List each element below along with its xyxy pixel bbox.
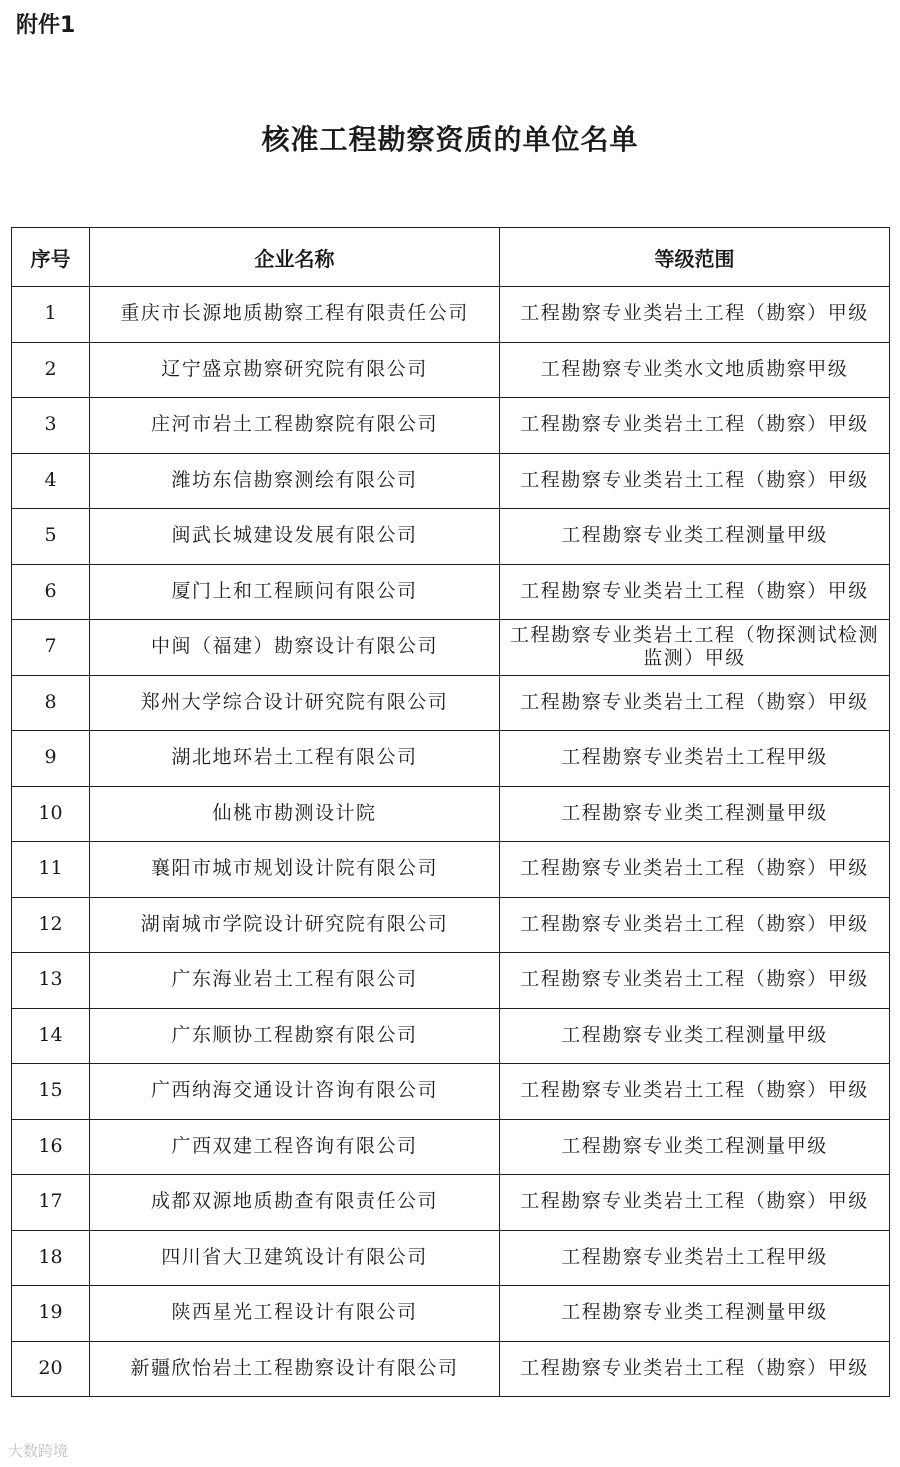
cell-company-name: 广东海业岩土工程有限公司 — [90, 953, 500, 1009]
cell-grade-scope: 工程勘察专业类水文地质勘察甲级 — [500, 342, 890, 398]
cell-company-name: 郑州大学综合设计研究院有限公司 — [90, 675, 500, 731]
cell-grade-scope: 工程勘察专业类工程测量甲级 — [500, 1119, 890, 1175]
table-row — [12, 897, 890, 953]
table-row — [12, 398, 890, 454]
cell-company-name: 重庆市长源地质勘察工程有限责任公司 — [90, 287, 500, 343]
cell-grade-scope: 工程勘察专业类岩土工程（勘察）甲级 — [500, 842, 890, 898]
table-row — [12, 564, 890, 620]
cell-grade-scope: 工程勘察专业类岩土工程（勘察）甲级 — [500, 453, 890, 509]
cell-grade-scope: 工程勘察专业类岩土工程甲级 — [500, 731, 890, 787]
cell-grade-scope: 工程勘察专业类工程测量甲级 — [500, 509, 890, 565]
cell-serial-number: 10 — [12, 786, 90, 842]
cell-serial-number: 16 — [12, 1119, 90, 1175]
cell-grade-scope: 工程勘察专业类岩土工程（勘察）甲级 — [500, 564, 890, 620]
cell-grade-scope: 工程勘察专业类岩土工程（物探测试检测监测）甲级 — [500, 620, 890, 676]
cell-serial-number: 13 — [12, 953, 90, 1009]
header-grade-scope: 等级范围 — [500, 228, 890, 287]
cell-serial-number: 9 — [12, 731, 90, 787]
cell-serial-number: 4 — [12, 453, 90, 509]
cell-grade-scope: 工程勘察专业类岩土工程（勘察）甲级 — [500, 1175, 890, 1231]
table-row — [12, 731, 890, 787]
table-row — [12, 1341, 890, 1397]
cell-serial-number: 2 — [12, 342, 90, 398]
cell-company-name: 辽宁盛京勘察研究院有限公司 — [90, 342, 500, 398]
table-row — [12, 1119, 890, 1175]
cell-company-name: 广西双建工程咨询有限公司 — [90, 1119, 500, 1175]
cell-company-name: 闽武长城建设发展有限公司 — [90, 509, 500, 565]
cell-grade-scope: 工程勘察专业类岩土工程（勘察）甲级 — [500, 897, 890, 953]
table-row — [12, 842, 890, 898]
table-header-row — [12, 228, 890, 287]
cell-grade-scope: 工程勘察专业类岩土工程（勘察）甲级 — [500, 675, 890, 731]
cell-company-name: 陕西星光工程设计有限公司 — [90, 1286, 500, 1342]
cell-company-name: 湖北地环岩土工程有限公司 — [90, 731, 500, 787]
cell-grade-scope: 工程勘察专业类工程测量甲级 — [500, 1008, 890, 1064]
table-row — [12, 453, 890, 509]
cell-serial-number: 18 — [12, 1230, 90, 1286]
cell-company-name: 中闽（福建）勘察设计有限公司 — [90, 620, 500, 676]
cell-company-name: 厦门上和工程顾问有限公司 — [90, 564, 500, 620]
table-row — [12, 1286, 890, 1342]
table-row — [12, 1230, 890, 1286]
cell-serial-number: 12 — [12, 897, 90, 953]
table-row — [12, 620, 890, 676]
cell-serial-number: 20 — [12, 1341, 90, 1397]
cell-company-name: 庄河市岩土工程勘察院有限公司 — [90, 398, 500, 454]
cell-serial-number: 11 — [12, 842, 90, 898]
cell-company-name: 成都双源地质勘查有限责任公司 — [90, 1175, 500, 1231]
cell-company-name: 湖南城市学院设计研究院有限公司 — [90, 897, 500, 953]
cell-company-name: 广东顺协工程勘察有限公司 — [90, 1008, 500, 1064]
header-company-name: 企业名称 — [90, 228, 500, 287]
header-serial-number: 序号 — [12, 228, 90, 287]
cell-serial-number: 17 — [12, 1175, 90, 1231]
cell-grade-scope: 工程勘察专业类岩土工程（勘察）甲级 — [500, 398, 890, 454]
table-row — [12, 786, 890, 842]
cell-serial-number: 8 — [12, 675, 90, 731]
cell-grade-scope: 工程勘察专业类岩土工程（勘察）甲级 — [500, 1064, 890, 1120]
cell-company-name: 新疆欣怡岩土工程勘察设计有限公司 — [90, 1341, 500, 1397]
cell-grade-scope: 工程勘察专业类岩土工程甲级 — [500, 1230, 890, 1286]
table-row — [12, 953, 890, 1009]
table-row — [12, 342, 890, 398]
cell-serial-number: 1 — [12, 287, 90, 343]
cell-serial-number: 7 — [12, 620, 90, 676]
document-title: 核准工程勘察资质的单位名单 — [261, 123, 639, 156]
cell-serial-number: 5 — [12, 509, 90, 565]
cell-company-name: 襄阳市城市规划设计院有限公司 — [90, 842, 500, 898]
watermark: 大数跨境 — [8, 1442, 69, 1460]
cell-serial-number: 15 — [12, 1064, 90, 1120]
cell-company-name: 四川省大卫建筑设计有限公司 — [90, 1230, 500, 1286]
table-row — [12, 1008, 890, 1064]
cell-grade-scope: 工程勘察专业类工程测量甲级 — [500, 786, 890, 842]
table-row — [12, 675, 890, 731]
cell-serial-number: 3 — [12, 398, 90, 454]
table-row — [12, 1175, 890, 1231]
cell-serial-number: 6 — [12, 564, 90, 620]
table-row — [12, 1064, 890, 1120]
cell-serial-number: 19 — [12, 1286, 90, 1342]
cell-grade-scope: 工程勘察专业类工程测量甲级 — [500, 1286, 890, 1342]
cell-company-name: 潍坊东信勘察测绘有限公司 — [90, 453, 500, 509]
cell-grade-scope: 工程勘察专业类岩土工程（勘察）甲级 — [500, 287, 890, 343]
cell-grade-scope: 工程勘察专业类岩土工程（勘察）甲级 — [500, 1341, 890, 1397]
table-row — [12, 287, 890, 343]
table-row — [12, 509, 890, 565]
qualification-table — [11, 227, 890, 1397]
cell-grade-scope: 工程勘察专业类岩土工程（勘察）甲级 — [500, 953, 890, 1009]
cell-serial-number: 14 — [12, 1008, 90, 1064]
attachment-label: 附件1 — [16, 13, 76, 38]
cell-company-name: 仙桃市勘测设计院 — [90, 786, 500, 842]
cell-company-name: 广西纳海交通设计咨询有限公司 — [90, 1064, 500, 1120]
